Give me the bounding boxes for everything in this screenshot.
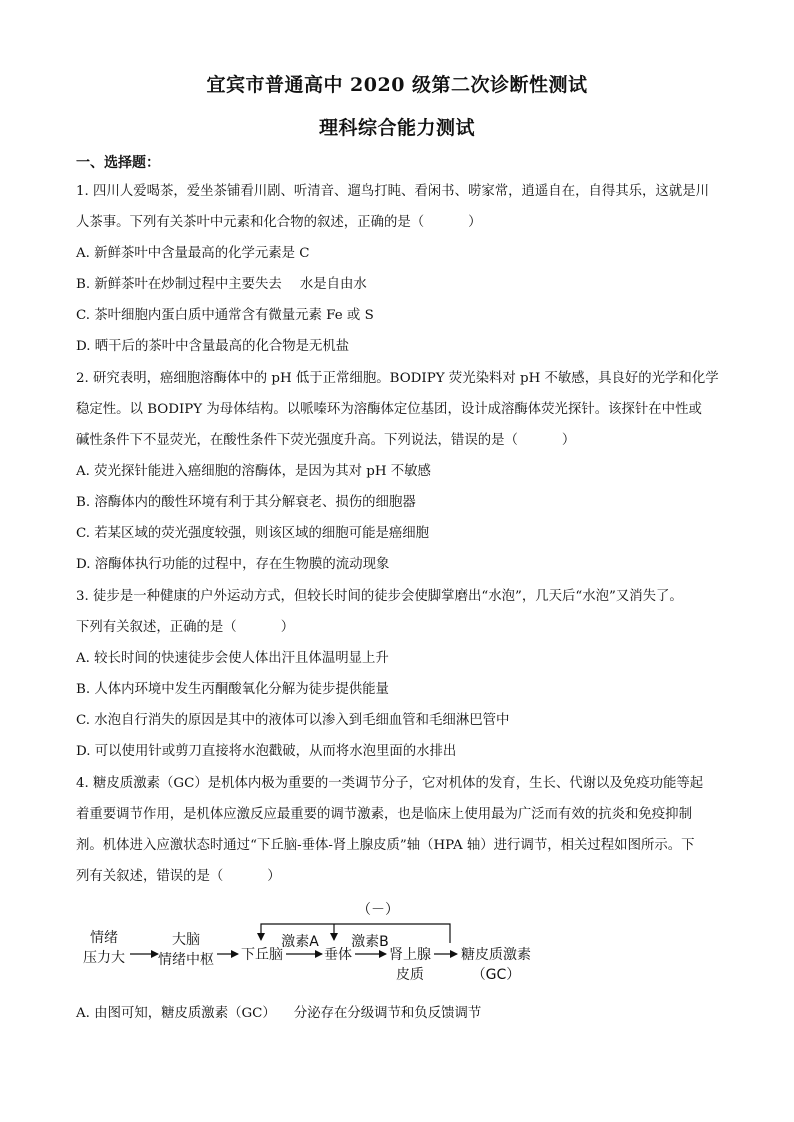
option-a: A. 较长时间的快速徒步会使人体出汗且体温明显上升 xyxy=(76,651,389,666)
node-glucocorticoid: 糖皮质激素 xyxy=(461,947,531,963)
question-stem-line: 稳定性。以 BODIPY 为母体结构。以哌嗪环为溶酶体定位基团，设计成溶酶体荧光探针。该探针在中性或 xyxy=(76,402,702,417)
option-b: B. 新鲜茶叶在炒制过程中主要失去 水是自由水 xyxy=(76,277,367,292)
option-a: A. 荧光探针能进入癌细胞的溶酶体，是因为其对 pH 不敏感 xyxy=(76,464,431,479)
node-pituitary: 垂体 xyxy=(324,947,352,963)
node-brain: 大脑 xyxy=(172,932,200,948)
question-stem-line: 着重要调节作用，是机体应激反应最重要的调节激素，也是临床上使用最为广泛而有效的抗炎和免疫抑制 xyxy=(76,807,692,822)
option-c: C. 若某区域的荧光强度较强，则该区域的细胞可能是癌细胞 xyxy=(76,526,430,541)
question-stem-line: 剂。机体进入应激状态时通过“下丘脑-垂体-肾上腺皮质”轴（HPA 轴）进行调节，相关过程如图所示。下 xyxy=(76,838,695,853)
option-d: D. 晒干后的茶叶中含量最高的化合物是无机盐 xyxy=(76,339,350,354)
option-d: D. 可以使用针或剪刀直接将水泡戳破，从而将水泡里面的水排出 xyxy=(76,744,457,759)
hpa-axis-diagram xyxy=(60,898,560,993)
node-brain-line2: 情绪中枢 xyxy=(158,952,214,968)
question-stem-line: 下列有关叙述，正确的是（ ） xyxy=(76,620,295,635)
node-glucocorticoid-line2: （GC） xyxy=(471,967,521,983)
option-a: A. 新鲜茶叶中含量最高的化学元素是 C xyxy=(76,246,310,261)
option-a: A. 由图可知，糖皮质激素（GC） 分泌存在分级调节和负反馈调节 xyxy=(76,1006,482,1021)
node-adrenal-cortex-line2: 皮质 xyxy=(396,967,424,983)
page-subtitle: 理科综合能力测试 xyxy=(318,117,475,139)
section-heading: 一、选择题： xyxy=(76,155,160,171)
question-stem-line: 人茶事。下列有关茶叶中元素和化合物的叙述，正确的是（ ） xyxy=(76,215,482,230)
option-b: B. 人体内环境中发生丙酮酸氧化分解为徒步提供能量 xyxy=(76,682,389,697)
node-emotion-line2: 压力大 xyxy=(83,950,125,966)
option-c: C. 水泡自行消失的原因是其中的液体可以渗入到毛细血管和毛细淋巴管中 xyxy=(76,713,510,728)
option-d: D. 溶酶体执行功能的过程中，存在生物膜的流动现象 xyxy=(76,557,390,572)
hormone-a-label: 激素A xyxy=(281,934,319,950)
option-c: C. 茶叶细胞内蛋白质中通常含有微量元素 Fe 或 S xyxy=(76,308,374,323)
question-stem-line: 碱性条件下不显荧光，在酸性条件下荧光强度升高。下列说法，错误的是（ ） xyxy=(76,433,576,448)
question-stem-line: 4. 糖皮质激素（GC）是机体内极为重要的一类调节分子，它对机体的发育，生长、代谢以及免疫功能等起 xyxy=(76,776,704,791)
question-stem-line: 2. 研究表明，癌细胞溶酶体中的 pH 低于正常细胞。BODIPY 荧光染料对 pH 不敏感，具良好的光学和化学 xyxy=(76,371,719,386)
question-stem-line: 列有关叙述，错误的是（ ） xyxy=(76,869,281,884)
page-title: 宜宾市普通高中 2020 级第二次诊断性测试 xyxy=(206,74,588,96)
node-hypothalamus: 下丘脑 xyxy=(241,947,283,963)
option-b: B. 溶酶体内的酸性环境有利于其分解衰老、损伤的细胞器 xyxy=(76,495,416,510)
question-stem-line: 3. 徒步是一种健康的户外运动方式，但较长时间的徒步会使脚掌磨出“水泡”，几天后“水泡”又消失了。 xyxy=(76,589,683,604)
feedback-label: （－） xyxy=(357,902,399,918)
node-emotion: 情绪 xyxy=(90,930,118,946)
node-adrenal-cortex: 肾上腺 xyxy=(389,947,431,963)
question-stem-line: 1. 四川人爱喝茶，爱坐茶铺看川剧、听清音、遛鸟打盹、看闲书、唠家常，逍遥自在，自得其乐，这就是川 xyxy=(76,184,709,199)
hormone-b-label: 激素B xyxy=(351,934,389,950)
